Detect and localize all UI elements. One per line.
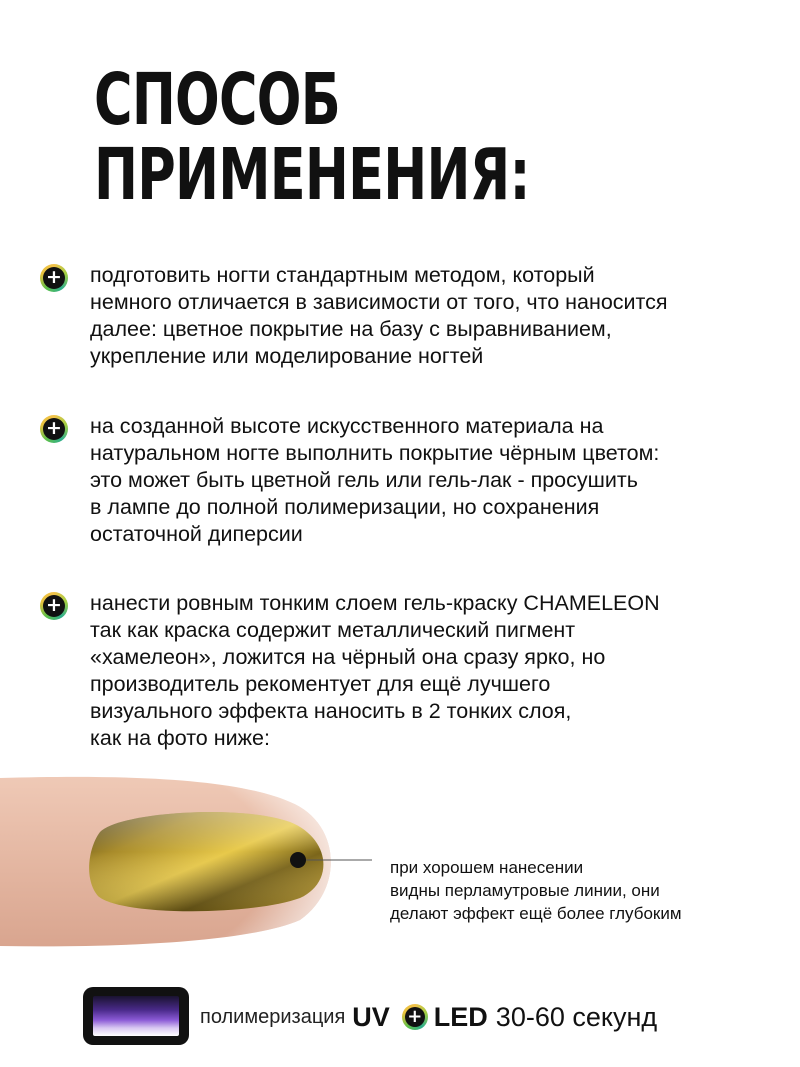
uv-led-lamp-icon <box>83 987 189 1045</box>
plus-circle-icon <box>40 264 68 292</box>
callout-dot <box>290 852 306 868</box>
lamp-light <box>93 996 179 1036</box>
plus-circle-icon <box>402 1004 428 1030</box>
step-1-text: подготовить ногти стандартным методом, который немного отличается в зависимости от того, что наносится далее: цветное покрытие на базу с выравниванием, укрепление или моделирование ногтей <box>90 263 668 368</box>
title-line-2: ПРИМЕНЕНИЯ: <box>94 133 530 216</box>
polymerization-info <box>200 1000 657 1034</box>
plus-circle-icon <box>40 592 68 620</box>
led-label: LED <box>433 1001 488 1032</box>
step-2-text: на созданной высоте искусственного материала на натуральном ногте выполнить покрытие чёрным цветом: это может быть цветной гель или гель-лак - просушить в лампе до полной полимеризации, но сохранения остаточной диперсии <box>90 414 660 546</box>
title-line-1: СПОСОБ <box>94 58 341 141</box>
uv-label: UV <box>352 1001 390 1032</box>
polymerization-label: полимеризация <box>200 1005 346 1028</box>
callout-text: при хорошем нанесении видны перламутровые линии, они делают эффект ещё более глубоким <box>390 858 682 923</box>
duration-label: 30-60 секунд <box>495 1001 658 1032</box>
step-3-text: нанести ровным тонким слоем гель-краску CHAMELEON так как краска содержит металлический пигмент «хамелеон», ложится на чёрный она сразу ярко, но производитель рекоментует для ещё лучшего визуального эффекта наносить в 2 тонких слоя, как на фото ниже: <box>90 591 660 750</box>
plus-circle-icon <box>40 415 68 443</box>
page-title <box>94 58 530 216</box>
